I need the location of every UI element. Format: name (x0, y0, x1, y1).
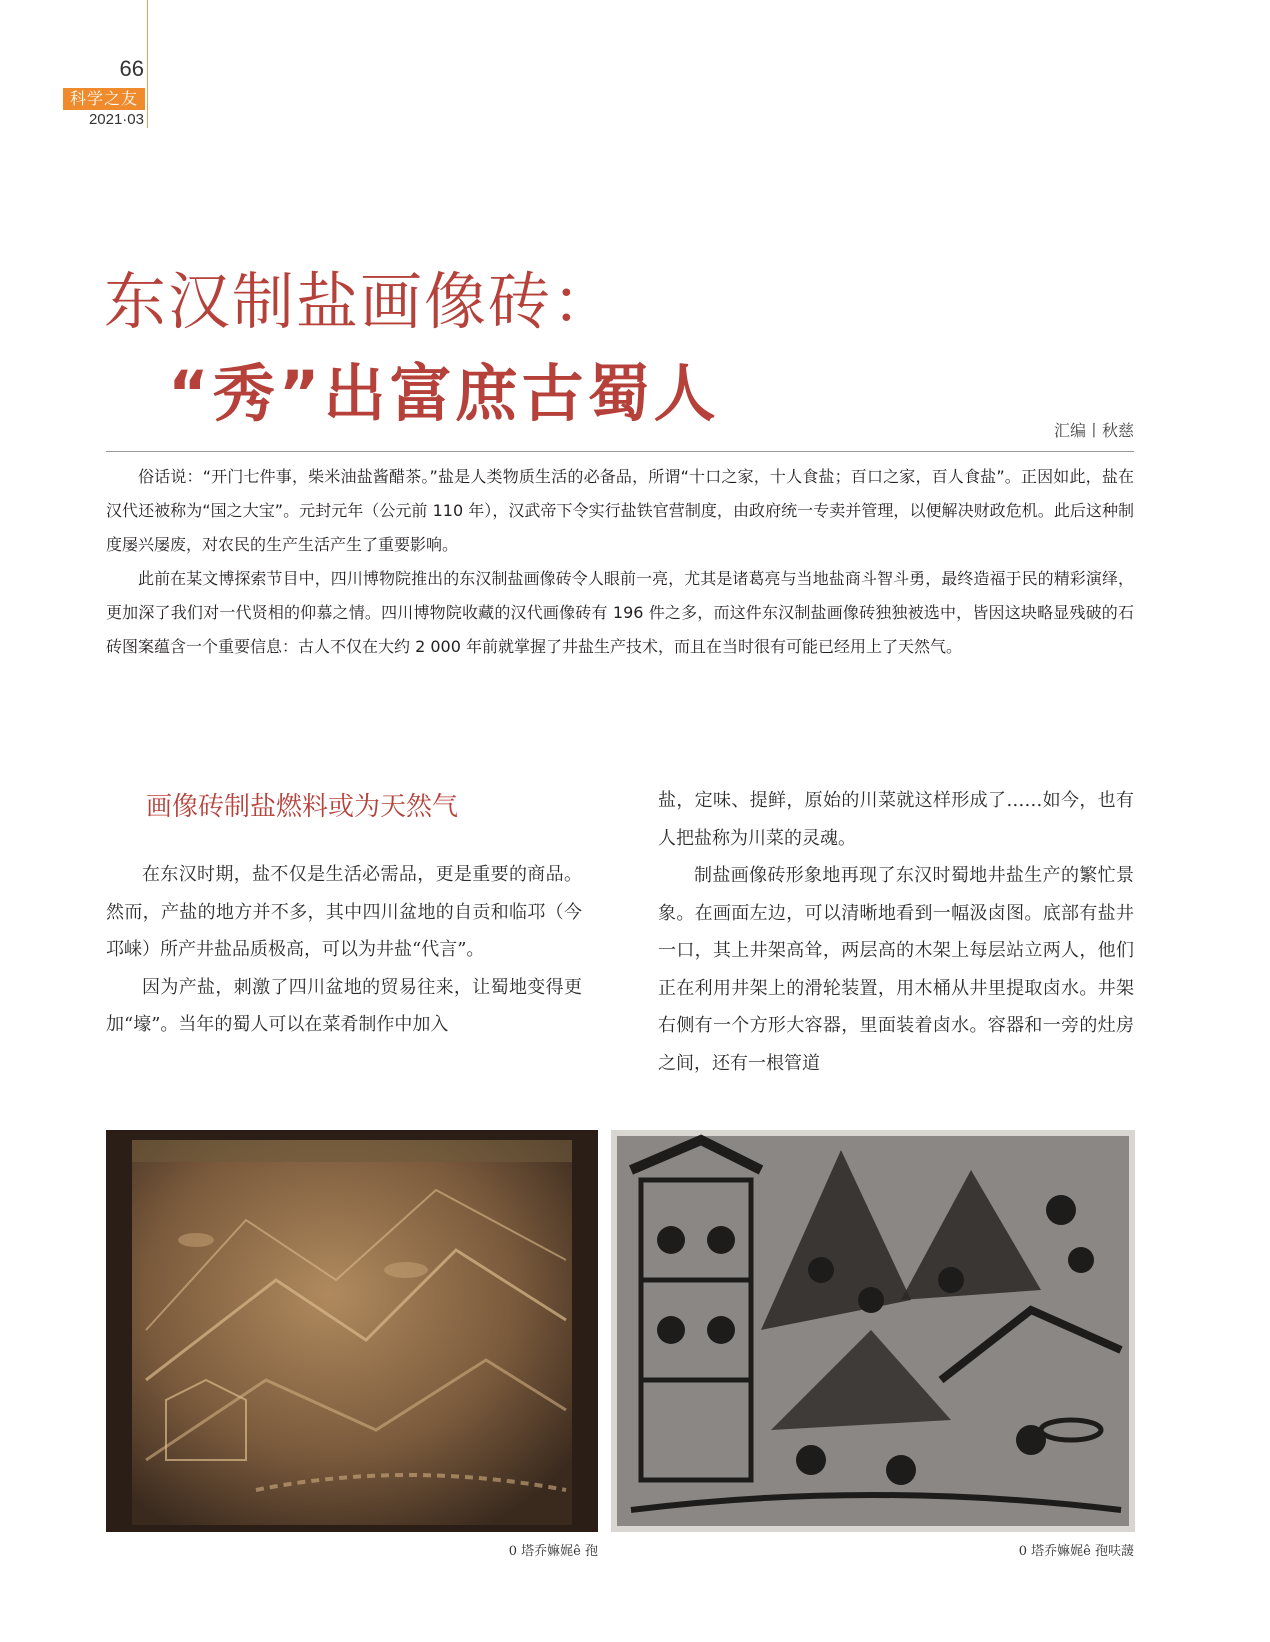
magazine-name-tag: 科学之友 (63, 88, 145, 110)
issue-date: 2021·03 (88, 111, 144, 128)
section-heading: 画像砖制盐燃料或为天然气 (146, 792, 459, 822)
figure-caption-right: 0 塔乔嫲娓ê 孢呋蘐 (1018, 1544, 1134, 1559)
title-rule (106, 451, 1134, 452)
intro-paragraph-2: 此前在某文博探索节目中，四川博物院推出的东汉制盐画像砖令人眼前一亮，尤其是诸葛亮与当地盐商斗智斗勇，最终造福于民的精彩演绎，更加深了我们对一代贤相的仰慕之情。四川博物院收藏的汉代画像砖有 196 件之多，而这件东汉制盐画像砖独独被选中，皆因这块略显残破的石砖图案蕴含一个重要信息：古人不仅在大约 2 000 年前就掌握了井盐生产技术，而且在当时很有可能已经用上了天然气。 (106, 569, 1134, 656)
body-column-right (658, 782, 1134, 1082)
header-divider-line (147, 0, 148, 128)
body-column-left (106, 856, 582, 1044)
brick-relief-photo (106, 1130, 598, 1532)
intro-paragraph-1: 俗话说：“开门七件事，柴米油盐酱醋茶。”盐是人类物质生活的必备品，所谓“十口之家，十人食盐；百口之家，百人食盐”。正因如此，盐在汉代还被称为“国之大宝”。元封元年（公元前 110 年），汉武帝下令实行盐铁官营制度，由政府统一专卖并管理，以便解决财政危机。此后这种制度屡兴屡废，对农民的生产生活产生了重要影响。 (106, 467, 1134, 554)
brick-relief-image (106, 1130, 598, 1532)
page-number: 66 (119, 56, 144, 81)
article-title-line1: 东汉制盐画像砖： (104, 265, 617, 338)
article-title-line2: “秀”出富庶古蜀人 (168, 357, 720, 430)
body-paragraph: 制盐画像砖形象地再现了东汉时蜀地井盐生产的繁忙景象。在画面左边，可以清晰地看到一幅汲卤图。底部有盐井一口，其上井架高耸，两层高的木架上每层站立两人，他们正在利用井架上的滑轮装置，用木桶从井里提取卤水。井架右侧有一个方形大容器，里面装着卤水。容器和一旁的灶房之间，还有一根管道 (658, 865, 1134, 1074)
body-paragraph: 因为产盐，刺激了四川盆地的贸易往来，让蜀地变得更加“壕”。当年的蜀人可以在菜肴制作中加入 (106, 976, 582, 1035)
brick-rubbing-image (611, 1130, 1135, 1532)
figure-caption-left: 0 塔乔嫲娓ê 孢 (508, 1544, 598, 1559)
intro-section (106, 460, 1134, 664)
body-paragraph: 在东汉时期，盐不仅是生活必需品，更是重要的商品。然而，产盐的地方并不多，其中四川盆地的自贡和临邛（今邛崃）所产井盐品质极高，可以为井盐“代言”。 (106, 864, 582, 960)
body-paragraph: 盐，定味、提鲜，原始的川菜就这样形成了……如今，也有人把盐称为川菜的灵魂。 (658, 790, 1134, 849)
byline: 汇编丨秋慈 (1053, 421, 1134, 440)
brick-rubbing-drawing (611, 1130, 1135, 1532)
